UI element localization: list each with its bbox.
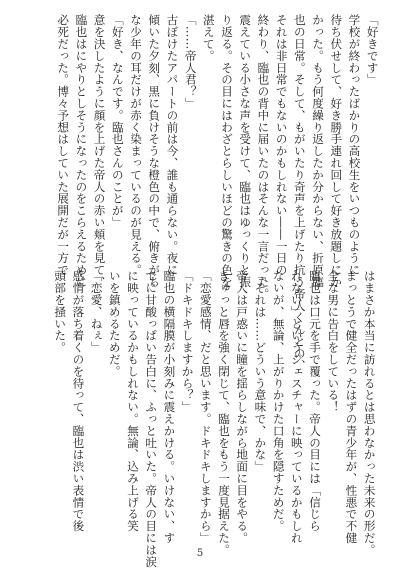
text-line: 臨也は口元を手で覆った。帝人の目には「信じら: [308, 270, 323, 532]
text-line: 傾いた夕刻、黒に負けそうな橙色の中で、俯きがち: [147, 14, 162, 288]
text-line: り返る。その目にはわざとらしいほどの驚きの色を: [220, 14, 235, 288]
text-line: 「好きです」: [365, 14, 380, 86]
text-line: 感情が落ち着くのを待って、臨也は渋い表情で後: [71, 270, 86, 532]
text-line: 全な男に告白をしている！: [326, 270, 341, 413]
text-line: でに甘酸っぱい告白に、ふっと吐いた。帝人の目には涙: [144, 270, 159, 568]
text-line: 「それは……どういう意味で、かな」: [253, 270, 268, 473]
text-line: 「ドキドキしますから？」: [180, 270, 195, 413]
text-line: 「……帝人君？」: [183, 14, 198, 110]
text-line: 古ぼけたアパートの前は今、誰も通らない。夜に: [165, 14, 180, 276]
text-line: 臨也はにやりとしそうになったのをこらえるために: [74, 14, 89, 288]
text-line: それは非日常でもないのかもしれない――一日の: [274, 14, 289, 276]
text-line: ないが、無論、上がりかけた口角を隠すためだ。: [271, 270, 286, 532]
text-line: 帝人は戸惑いに瞳を揺らしながら地面に目をやる。: [235, 270, 250, 544]
text-line: いを鎮めるためだ。: [107, 270, 122, 378]
text-line: 学校が終わったばかりの高校生をいつものように: [347, 14, 362, 276]
text-line: 終わり、臨也の背中に届いたのはそんな一言だった。: [256, 14, 271, 300]
text-line: まっとうで健全だったはずの青少年が、性悪で不健: [344, 270, 359, 544]
text-line: 待ち伏せして、好き勝手連れ回して好き放題しにか: [329, 14, 344, 288]
text-line: かった。もう何度繰り返したか分からない、折原臨: [311, 14, 326, 288]
text-line: 也の日常。そして、もがいたり奇声を上げたり抗う帝人くんとの、: [292, 14, 307, 371]
text-line: 意を決したように顔を上げた帝人の赤い頬を見て、: [92, 14, 107, 288]
text-line: 震えている小さな声を受けて、臨也はゆっくりと振: [238, 14, 253, 288]
text-line: に映っているかもしれない。無論、込み上げる笑: [126, 270, 141, 532]
text-line: はまさか本当に訪れるとは思わなかった未来の形だ。: [362, 270, 377, 556]
text-line: 臨也の横隔膜が小刻みに震えかける。いけない、す: [162, 270, 177, 544]
text-line: 「恋愛感情、だと思います。ドキドキしますから」: [198, 270, 213, 544]
text-line: 「好き、なんです。臨也さんのことが」: [110, 14, 125, 229]
text-line: 必死だった。博々予想はしていた展開だが一方で: [56, 14, 71, 276]
page-number: 5: [196, 548, 204, 559]
text-line: な少年の耳だけが赤く染まっているのが見える。: [129, 14, 144, 276]
text-line: 「恋愛、ねぇ」: [89, 270, 104, 354]
text-line: 湛えて。: [201, 14, 216, 62]
text-line: れない」というジェスチャーに映っているかもしれ: [289, 270, 304, 544]
text-line: きゅっと唇を強く閉じて、臨也をもう一度見据えた。: [217, 270, 232, 556]
lower-text-block: [51, 270, 379, 568]
text-line: 頭部を掻いた。: [53, 270, 68, 354]
